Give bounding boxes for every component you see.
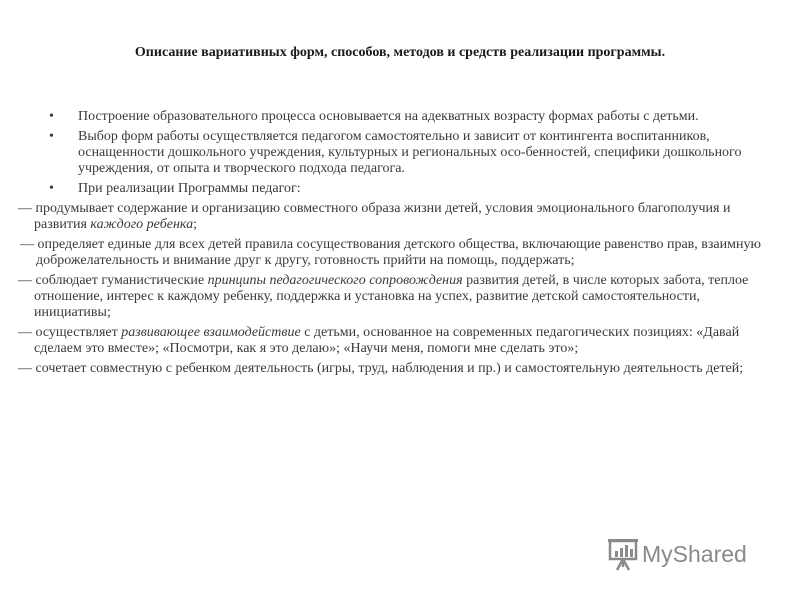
page-title: Описание вариативных форм, способов, методов и средств реализации программы. (134, 45, 666, 60)
item-emphasis: развивающее взаимодействие (121, 325, 301, 340)
item-text-end: ; (193, 217, 197, 232)
list-item (18, 361, 768, 377)
item-emphasis: каждого ребенка (90, 217, 194, 232)
list-item (18, 201, 768, 233)
list-item (18, 325, 768, 357)
item-text: — сочетает совместную с ребенком деятельность (игры, труд, наблюдения и пр.) и самостоятельную деятельность детей; (18, 361, 744, 376)
item-text: — осуществляет (18, 325, 122, 340)
myshared-watermark (608, 536, 747, 572)
item-text: — определяет единые для всех детей правила сосуществования детского общества, включающие равенство прав, взаимную доброжелательность и внимание друг к другу, готовность прийти на помощь, поддержать; (20, 237, 761, 268)
watermark-logo-text: MyShared (642, 540, 747, 567)
item-text-end: с детьми, основанное на современных педагогических позициях: «Давай сделаем это вместе»; «Посмотри, как я это делаю»; «Научи меня, помоги мне сделать это»; (34, 325, 740, 356)
bullet-text: Построение образовательного процесса основывается на адекватных возрасту формах работы с детьми. (78, 109, 699, 124)
bullet-marker: • (49, 109, 54, 124)
list-item (20, 237, 768, 269)
bullet-text: Выбор форм работы осуществляется педагогом самостоятельно и зависит от контингента воспитанников, оснащенности дошкольного учреждения, культурных и региональных осо-бенностей, специфики дошкольного учреждения, от опыта и творческого подхода педагога. (78, 129, 742, 176)
bullet-item (48, 109, 768, 125)
item-emphasis: принципы педагогического сопровождения (207, 273, 463, 288)
item-text-end: развития детей, в числе которых забота, теплое отношение, интерес к каждому ребенку, поддержка и установка на успех, развитие детской самостоятельности, инициативы; (34, 273, 749, 320)
bullet-item (48, 129, 768, 177)
bullet-marker: • (49, 129, 54, 144)
bullet-marker: • (49, 181, 54, 196)
bullet-text: При реализации Программы педагог: (78, 181, 301, 196)
document-body (18, 109, 768, 381)
bullet-item (48, 181, 768, 197)
bar-chart-presentation-icon (608, 537, 638, 571)
list-item (18, 273, 768, 321)
item-text: — соблюдает гуманистические (18, 273, 208, 288)
item-text: — продумывает содержание и организацию совместного образа жизни детей, условия эмоционального благополучия и развития (18, 201, 731, 232)
